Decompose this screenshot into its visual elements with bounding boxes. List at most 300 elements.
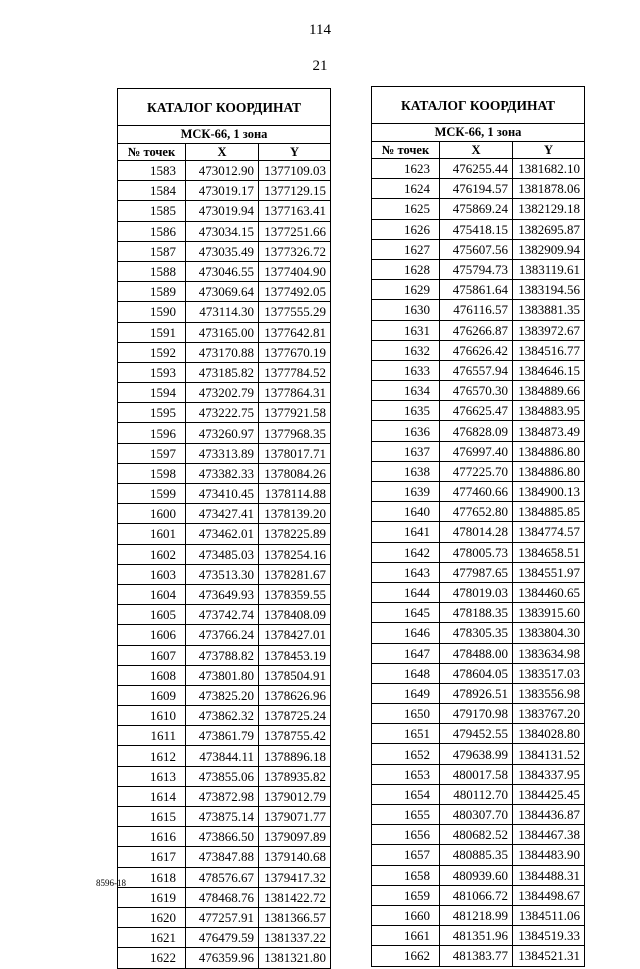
table-row — [372, 482, 585, 502]
table-row — [372, 805, 585, 825]
point-number-cell: 1636 — [372, 421, 440, 441]
y-coordinate-cell: 1384436.87 — [513, 805, 585, 825]
x-coordinate-cell: 478488.00 — [440, 643, 513, 663]
y-coordinate-cell: 1384646.15 — [513, 360, 585, 380]
table-row — [118, 584, 331, 604]
y-coordinate-cell: 1383556.98 — [513, 683, 585, 703]
y-coordinate-cell: 1381321.80 — [259, 948, 331, 968]
point-number-cell: 1630 — [372, 300, 440, 320]
y-coordinate-cell: 1381878.06 — [513, 179, 585, 199]
y-coordinate-cell: 1377642.81 — [259, 322, 331, 342]
point-number-cell: 1590 — [118, 302, 186, 322]
table-row — [118, 605, 331, 625]
x-coordinate-cell: 473847.88 — [186, 847, 259, 867]
x-coordinate-cell: 475607.56 — [440, 239, 513, 259]
table-row — [372, 784, 585, 804]
point-number-cell: 1592 — [118, 342, 186, 362]
table-row — [372, 199, 585, 219]
x-coordinate-cell: 475794.73 — [440, 259, 513, 279]
y-coordinate-cell: 1381337.22 — [259, 928, 331, 948]
table-body — [372, 159, 585, 967]
x-coordinate-cell: 477257.91 — [186, 907, 259, 927]
point-number-cell: 1634 — [372, 381, 440, 401]
y-coordinate-cell: 1377921.58 — [259, 403, 331, 423]
y-coordinate-cell: 1377404.90 — [259, 261, 331, 281]
point-number-cell: 1618 — [118, 867, 186, 887]
x-coordinate-cell: 473875.14 — [186, 807, 259, 827]
y-coordinate-cell: 1384889.66 — [513, 381, 585, 401]
table-row — [372, 683, 585, 703]
table-row — [118, 544, 331, 564]
table-row — [372, 724, 585, 744]
table-row — [118, 261, 331, 281]
table-row — [118, 928, 331, 948]
y-coordinate-cell: 1382129.18 — [513, 199, 585, 219]
table-row — [372, 582, 585, 602]
y-coordinate-cell: 1382695.87 — [513, 219, 585, 239]
table-row — [372, 946, 585, 966]
table-row — [372, 340, 585, 360]
table-row — [372, 744, 585, 764]
y-coordinate-cell: 1384516.77 — [513, 340, 585, 360]
x-coordinate-cell: 473427.41 — [186, 504, 259, 524]
y-coordinate-cell: 1381682.10 — [513, 159, 585, 179]
document-code: 8596-18 — [96, 878, 126, 888]
x-coordinate-cell: 476116.57 — [440, 300, 513, 320]
point-number-cell: 1660 — [372, 905, 440, 925]
x-coordinate-cell: 473862.32 — [186, 706, 259, 726]
table-row — [118, 423, 331, 443]
table-row — [118, 443, 331, 463]
x-coordinate-cell: 477652.80 — [440, 502, 513, 522]
x-coordinate-cell: 478014.28 — [440, 522, 513, 542]
table-row — [118, 625, 331, 645]
table-title: КАТАЛОГ КООРДИНАТ — [372, 87, 585, 124]
table-row — [118, 847, 331, 867]
x-coordinate-cell: 473844.11 — [186, 746, 259, 766]
point-number-cell: 1621 — [118, 928, 186, 948]
table-row — [372, 401, 585, 421]
x-coordinate-cell: 476828.09 — [440, 421, 513, 441]
table-row — [372, 280, 585, 300]
x-coordinate-cell: 473649.93 — [186, 584, 259, 604]
table-row — [118, 282, 331, 302]
table-row — [118, 706, 331, 726]
point-number-cell: 1638 — [372, 461, 440, 481]
table-row — [372, 603, 585, 623]
table-row — [372, 502, 585, 522]
point-number-cell: 1599 — [118, 484, 186, 504]
point-number-cell: 1607 — [118, 645, 186, 665]
y-coordinate-cell: 1384467.38 — [513, 825, 585, 845]
table-row — [372, 421, 585, 441]
x-coordinate-cell: 473035.49 — [186, 241, 259, 261]
table-row — [118, 524, 331, 544]
table-row — [118, 887, 331, 907]
y-coordinate-cell: 1384511.06 — [513, 905, 585, 925]
x-coordinate-cell: 480307.70 — [440, 805, 513, 825]
y-coordinate-cell: 1383767.20 — [513, 704, 585, 724]
x-coordinate-cell: 475418.15 — [440, 219, 513, 239]
point-number-cell: 1583 — [118, 161, 186, 181]
table-row — [118, 786, 331, 806]
x-coordinate-cell: 473019.94 — [186, 201, 259, 221]
x-coordinate-cell: 479638.99 — [440, 744, 513, 764]
y-coordinate-cell: 1378254.16 — [259, 544, 331, 564]
point-number-cell: 1617 — [118, 847, 186, 867]
point-number-cell: 1649 — [372, 683, 440, 703]
x-coordinate-cell: 479170.98 — [440, 704, 513, 724]
x-coordinate-cell: 473801.80 — [186, 665, 259, 685]
column-header-y: Y — [259, 144, 331, 161]
point-number-cell: 1653 — [372, 764, 440, 784]
point-number-cell: 1603 — [118, 564, 186, 584]
point-number-cell: 1591 — [118, 322, 186, 342]
point-number-cell: 1644 — [372, 582, 440, 602]
x-coordinate-cell: 478468.76 — [186, 887, 259, 907]
x-coordinate-cell: 476255.44 — [440, 159, 513, 179]
y-coordinate-cell: 1378896.18 — [259, 746, 331, 766]
y-coordinate-cell: 1377492.05 — [259, 282, 331, 302]
point-number-cell: 1650 — [372, 704, 440, 724]
table-row — [372, 764, 585, 784]
y-coordinate-cell: 1384488.31 — [513, 865, 585, 885]
x-coordinate-cell: 480112.70 — [440, 784, 513, 804]
x-coordinate-cell: 476997.40 — [440, 441, 513, 461]
y-coordinate-cell: 1384900.13 — [513, 482, 585, 502]
table-row — [118, 504, 331, 524]
point-number-cell: 1628 — [372, 259, 440, 279]
y-coordinate-cell: 1377326.72 — [259, 241, 331, 261]
y-coordinate-cell: 1381366.57 — [259, 907, 331, 927]
y-coordinate-cell: 1378281.67 — [259, 564, 331, 584]
y-coordinate-cell: 1378139.20 — [259, 504, 331, 524]
table-row — [372, 825, 585, 845]
point-number-cell: 1624 — [372, 179, 440, 199]
point-number-cell: 1642 — [372, 542, 440, 562]
x-coordinate-cell: 475861.64 — [440, 280, 513, 300]
x-coordinate-cell: 473788.82 — [186, 645, 259, 665]
x-coordinate-cell: 476194.57 — [440, 179, 513, 199]
x-coordinate-cell: 481351.96 — [440, 926, 513, 946]
point-number-cell: 1632 — [372, 340, 440, 360]
coordinate-catalog-table-right — [371, 86, 585, 967]
point-number-cell: 1637 — [372, 441, 440, 461]
point-number-cell: 1655 — [372, 805, 440, 825]
y-coordinate-cell: 1384658.51 — [513, 542, 585, 562]
y-coordinate-cell: 1378755.42 — [259, 726, 331, 746]
y-coordinate-cell: 1384886.80 — [513, 441, 585, 461]
y-coordinate-cell: 1384028.80 — [513, 724, 585, 744]
x-coordinate-cell: 476266.87 — [440, 320, 513, 340]
table-row — [118, 403, 331, 423]
point-number-cell: 1608 — [118, 665, 186, 685]
table-row — [118, 241, 331, 261]
x-coordinate-cell: 480885.35 — [440, 845, 513, 865]
table-row — [118, 484, 331, 504]
point-number-cell: 1622 — [118, 948, 186, 968]
x-coordinate-cell: 478005.73 — [440, 542, 513, 562]
table-row — [372, 845, 585, 865]
y-coordinate-cell: 1377251.66 — [259, 221, 331, 241]
point-number-cell: 1597 — [118, 443, 186, 463]
point-number-cell: 1656 — [372, 825, 440, 845]
x-coordinate-cell: 473766.24 — [186, 625, 259, 645]
table-row — [372, 179, 585, 199]
x-coordinate-cell: 481066.72 — [440, 885, 513, 905]
x-coordinate-cell: 473855.06 — [186, 766, 259, 786]
point-number-cell: 1595 — [118, 403, 186, 423]
x-coordinate-cell: 476625.47 — [440, 401, 513, 421]
x-coordinate-cell: 473866.50 — [186, 827, 259, 847]
point-number-cell: 1606 — [118, 625, 186, 645]
point-number-cell: 1635 — [372, 401, 440, 421]
point-number-cell: 1593 — [118, 362, 186, 382]
table-row — [118, 201, 331, 221]
table-row — [372, 905, 585, 925]
x-coordinate-cell: 476479.59 — [186, 928, 259, 948]
table-row — [118, 948, 331, 968]
point-number-cell: 1587 — [118, 241, 186, 261]
table-row — [118, 302, 331, 322]
coordinate-system-label: МСК-66, 1 зона — [372, 124, 585, 142]
y-coordinate-cell: 1378504.91 — [259, 665, 331, 685]
table-row — [118, 665, 331, 685]
table-row — [372, 663, 585, 683]
y-coordinate-cell: 1384425.45 — [513, 784, 585, 804]
y-coordinate-cell: 1379071.77 — [259, 807, 331, 827]
y-coordinate-cell: 1383634.98 — [513, 643, 585, 663]
y-coordinate-cell: 1378626.96 — [259, 685, 331, 705]
coordinate-catalog-table-left — [117, 88, 331, 969]
x-coordinate-cell: 473170.88 — [186, 342, 259, 362]
point-number-cell: 1651 — [372, 724, 440, 744]
x-coordinate-cell: 473202.79 — [186, 383, 259, 403]
table-row — [118, 645, 331, 665]
x-coordinate-cell: 473861.79 — [186, 726, 259, 746]
x-coordinate-cell: 473012.90 — [186, 161, 259, 181]
y-coordinate-cell: 1378225.89 — [259, 524, 331, 544]
point-number-cell: 1641 — [372, 522, 440, 542]
point-number-cell: 1640 — [372, 502, 440, 522]
column-header-y: Y — [513, 142, 585, 159]
table-row — [118, 907, 331, 927]
point-number-cell: 1616 — [118, 827, 186, 847]
point-number-cell: 1645 — [372, 603, 440, 623]
y-coordinate-cell: 1378114.88 — [259, 484, 331, 504]
table-row — [118, 161, 331, 181]
point-number-cell: 1594 — [118, 383, 186, 403]
point-number-cell: 1626 — [372, 219, 440, 239]
table-row — [118, 726, 331, 746]
x-coordinate-cell: 478019.03 — [440, 582, 513, 602]
point-number-cell: 1620 — [118, 907, 186, 927]
x-coordinate-cell: 473114.30 — [186, 302, 259, 322]
x-coordinate-cell: 473742.74 — [186, 605, 259, 625]
table-row — [118, 221, 331, 241]
point-number-cell: 1652 — [372, 744, 440, 764]
point-number-cell: 1610 — [118, 706, 186, 726]
table-row — [372, 885, 585, 905]
y-coordinate-cell: 1377555.29 — [259, 302, 331, 322]
table-row — [118, 383, 331, 403]
x-coordinate-cell: 476557.94 — [440, 360, 513, 380]
x-coordinate-cell: 481218.99 — [440, 905, 513, 925]
point-number-cell: 1589 — [118, 282, 186, 302]
y-coordinate-cell: 1383972.67 — [513, 320, 585, 340]
y-coordinate-cell: 1384498.67 — [513, 885, 585, 905]
x-coordinate-cell: 473165.00 — [186, 322, 259, 342]
x-coordinate-cell: 476359.96 — [186, 948, 259, 968]
point-number-cell: 1633 — [372, 360, 440, 380]
x-coordinate-cell: 480939.60 — [440, 865, 513, 885]
x-coordinate-cell: 473485.03 — [186, 544, 259, 564]
y-coordinate-cell: 1378725.24 — [259, 706, 331, 726]
table-row — [372, 441, 585, 461]
table-row — [118, 867, 331, 887]
y-coordinate-cell: 1383517.03 — [513, 663, 585, 683]
column-header-x: X — [186, 144, 259, 161]
point-number-cell: 1647 — [372, 643, 440, 663]
point-number-cell: 1598 — [118, 463, 186, 483]
table-row — [372, 865, 585, 885]
x-coordinate-cell: 473046.55 — [186, 261, 259, 281]
table-row — [372, 219, 585, 239]
y-coordinate-cell: 1383915.60 — [513, 603, 585, 623]
coordinate-system-label: МСК-66, 1 зона — [118, 126, 331, 144]
x-coordinate-cell: 473260.97 — [186, 423, 259, 443]
point-number-cell: 1613 — [118, 766, 186, 786]
point-number-cell: 1600 — [118, 504, 186, 524]
x-coordinate-cell: 478604.05 — [440, 663, 513, 683]
y-coordinate-cell: 1384551.97 — [513, 562, 585, 582]
point-number-cell: 1659 — [372, 885, 440, 905]
y-coordinate-cell: 1382909.94 — [513, 239, 585, 259]
table-row — [372, 623, 585, 643]
table-row — [372, 562, 585, 582]
table-row — [372, 926, 585, 946]
point-number-cell: 1586 — [118, 221, 186, 241]
x-coordinate-cell: 473382.33 — [186, 463, 259, 483]
x-coordinate-cell: 477225.70 — [440, 461, 513, 481]
y-coordinate-cell: 1384873.49 — [513, 421, 585, 441]
x-coordinate-cell: 478576.67 — [186, 867, 259, 887]
y-coordinate-cell: 1384774.57 — [513, 522, 585, 542]
y-coordinate-cell: 1383804.30 — [513, 623, 585, 643]
x-coordinate-cell: 473825.20 — [186, 685, 259, 705]
point-number-cell: 1658 — [372, 865, 440, 885]
x-coordinate-cell: 473513.30 — [186, 564, 259, 584]
x-coordinate-cell: 473462.01 — [186, 524, 259, 544]
y-coordinate-cell: 1378408.09 — [259, 605, 331, 625]
point-number-cell: 1639 — [372, 482, 440, 502]
y-coordinate-cell: 1384131.52 — [513, 744, 585, 764]
point-number-cell: 1601 — [118, 524, 186, 544]
table-row — [118, 362, 331, 382]
point-number-cell: 1625 — [372, 199, 440, 219]
point-number-cell: 1648 — [372, 663, 440, 683]
point-number-cell: 1615 — [118, 807, 186, 827]
column-header-x: X — [440, 142, 513, 159]
x-coordinate-cell: 480682.52 — [440, 825, 513, 845]
point-number-cell: 1588 — [118, 261, 186, 281]
table-row — [118, 685, 331, 705]
y-coordinate-cell: 1384460.65 — [513, 582, 585, 602]
x-coordinate-cell: 473185.82 — [186, 362, 259, 382]
point-number-cell: 1611 — [118, 726, 186, 746]
y-coordinate-cell: 1383119.61 — [513, 259, 585, 279]
point-number-cell: 1602 — [118, 544, 186, 564]
table-row — [118, 181, 331, 201]
table-row — [372, 522, 585, 542]
x-coordinate-cell: 473222.75 — [186, 403, 259, 423]
y-coordinate-cell: 1379417.32 — [259, 867, 331, 887]
x-coordinate-cell: 478188.35 — [440, 603, 513, 623]
column-header-point-number: № точек — [372, 142, 440, 159]
point-number-cell: 1631 — [372, 320, 440, 340]
point-number-cell: 1605 — [118, 605, 186, 625]
table-row — [372, 300, 585, 320]
table-row — [118, 463, 331, 483]
x-coordinate-cell: 477987.65 — [440, 562, 513, 582]
point-number-cell: 1627 — [372, 239, 440, 259]
y-coordinate-cell: 1384883.95 — [513, 401, 585, 421]
point-number-cell: 1643 — [372, 562, 440, 582]
y-coordinate-cell: 1378453.19 — [259, 645, 331, 665]
table-row — [118, 766, 331, 786]
point-number-cell: 1584 — [118, 181, 186, 201]
y-coordinate-cell: 1379140.68 — [259, 847, 331, 867]
table-row — [118, 564, 331, 584]
y-coordinate-cell: 1383194.56 — [513, 280, 585, 300]
x-coordinate-cell: 478305.35 — [440, 623, 513, 643]
x-coordinate-cell: 480017.58 — [440, 764, 513, 784]
table-row — [372, 159, 585, 179]
y-coordinate-cell: 1378427.01 — [259, 625, 331, 645]
point-number-cell: 1614 — [118, 786, 186, 806]
y-coordinate-cell: 1384885.85 — [513, 502, 585, 522]
point-number-cell: 1662 — [372, 946, 440, 966]
y-coordinate-cell: 1384483.90 — [513, 845, 585, 865]
point-number-cell: 1646 — [372, 623, 440, 643]
y-coordinate-cell: 1377163.41 — [259, 201, 331, 221]
y-coordinate-cell: 1377968.35 — [259, 423, 331, 443]
y-coordinate-cell: 1384521.31 — [513, 946, 585, 966]
y-coordinate-cell: 1384886.80 — [513, 461, 585, 481]
point-number-cell: 1619 — [118, 887, 186, 907]
table-row — [372, 704, 585, 724]
table-row — [372, 239, 585, 259]
y-coordinate-cell: 1379012.79 — [259, 786, 331, 806]
table-row — [118, 322, 331, 342]
table-row — [118, 827, 331, 847]
table-title: КАТАЛОГ КООРДИНАТ — [118, 89, 331, 126]
x-coordinate-cell: 475869.24 — [440, 199, 513, 219]
table-row — [372, 259, 585, 279]
y-coordinate-cell: 1381422.72 — [259, 887, 331, 907]
column-header-point-number: № точек — [118, 144, 186, 161]
x-coordinate-cell: 477460.66 — [440, 482, 513, 502]
table-row — [372, 360, 585, 380]
y-coordinate-cell: 1377784.52 — [259, 362, 331, 382]
table-body — [118, 161, 331, 969]
y-coordinate-cell: 1377670.19 — [259, 342, 331, 362]
x-coordinate-cell: 473019.17 — [186, 181, 259, 201]
table-row — [372, 461, 585, 481]
x-coordinate-cell: 478926.51 — [440, 683, 513, 703]
table-row — [372, 381, 585, 401]
x-coordinate-cell: 479452.55 — [440, 724, 513, 744]
